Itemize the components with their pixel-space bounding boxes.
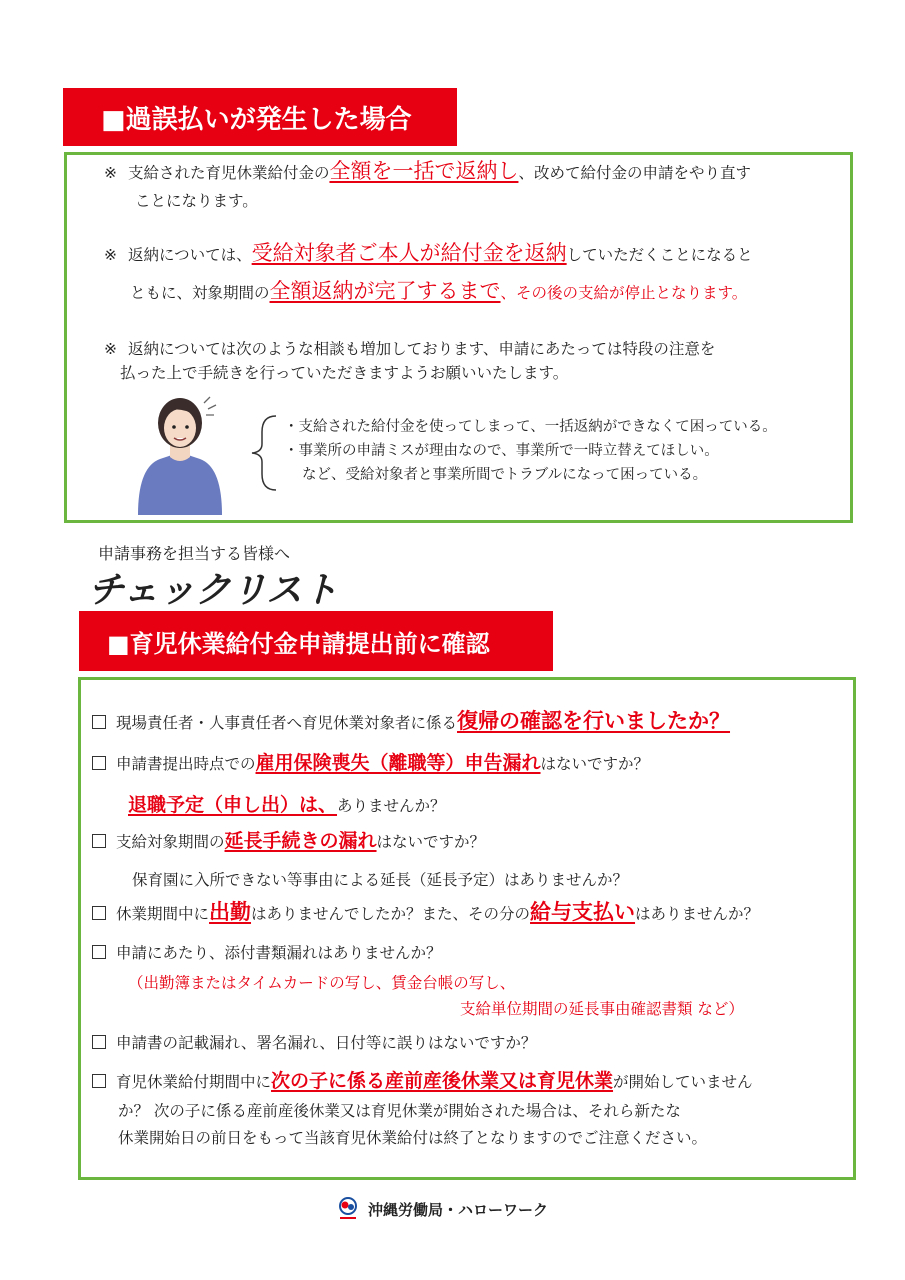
highlight: 出勤	[209, 900, 252, 924]
check-item-2-sub: 退職予定（申し出）は、ありませんか？	[128, 794, 446, 816]
highlight-recipient-refund: 受給対象者ご本人が給付金を返納	[251, 241, 567, 265]
highlight: 復帰の確認を行いましたか？	[457, 709, 731, 733]
highlight-full-refund: 全額を一括で返納し	[329, 159, 519, 183]
highlight: 給与支払い	[530, 900, 636, 924]
check-item-5-sub-1: （出勤簿またはタイムカードの写し、賃金台帳の写し、	[128, 974, 516, 992]
intro-text: 申請事務を担当する皆様へ	[98, 544, 291, 563]
check-item-5: 申請にあたり、添付書類漏れはありませんか？	[92, 942, 442, 964]
hellowork-logo-icon	[336, 1196, 360, 1222]
note-3-line-1: ※ 返納については次のような相談も増加しております、申請にあたっては特段の注意を	[104, 340, 716, 358]
section-title: ■育児休業給付金申請提出前に確認	[107, 629, 490, 658]
checkbox[interactable]	[92, 834, 106, 848]
consult-bullet-2: ・事業所の申請ミスが理由なので、事業所で一時立替えてほしい。	[284, 443, 719, 459]
woman-illustration	[130, 385, 230, 515]
check-item-5-sub-2: 支給単位期間の延長事由確認書類 など）	[460, 1000, 744, 1018]
note-3-line-2: 払った上で手続きを行っていただきますようお願いいたします。	[120, 364, 569, 382]
check-item-4: 休業期間中に出勤はありませんでしたか？また、その分の給与支払いはありませんか？	[92, 901, 759, 925]
highlight-refund-complete: 全額返納が完了するまで	[269, 279, 501, 303]
highlight: 退職予定（申し出）は、	[128, 794, 338, 816]
checkbox[interactable]	[92, 1074, 106, 1088]
highlight: 雇用保険喪失（離職等）申告漏れ	[255, 752, 541, 774]
check-item-7-line-2: か？ 次の子に係る産前産後休業又は育児休業が開始された場合は、それら新たな	[118, 1102, 681, 1120]
note-1-line-1: ※ 支給された育児休業給付金の全額を一括で返納し、改めて給付金の申請をやり直す	[104, 159, 751, 183]
checkbox[interactable]	[92, 715, 106, 729]
note-1-line-2: ことになります。	[135, 192, 258, 210]
highlight: 次の子に係る産前産後休業又は育児休業	[271, 1070, 614, 1092]
note-2-line-1: ※ 返納については、受給対象者ご本人が給付金を返納していただくことになると	[104, 241, 753, 265]
consult-bullet-1: ・支給された給付金を使ってしまって、一括返納ができなくて困っている。	[284, 419, 777, 435]
brace-icon	[248, 412, 280, 494]
highlight: 延長手続きの漏れ	[224, 830, 377, 852]
check-item-2: 申請書提出時点での雇用保険喪失（離職等）申告漏れはないですか？	[92, 752, 649, 775]
section-title: ■過誤払いが発生した場合	[101, 104, 412, 135]
consult-bullet-tail: など、受給対象者と事業所間でトラブルになって困っている。	[302, 467, 708, 483]
section-header-overpayment	[63, 88, 457, 146]
checkbox[interactable]	[92, 945, 106, 959]
note-2-line-2: ともに、対象期間の全額返納が完了するまで、その後の支給が停止となります。	[130, 279, 748, 303]
footer-text: 沖縄労働局・ハローワーク	[368, 1200, 549, 1219]
check-item-3: 支給対象期間の延長手続きの漏れはないですか？	[92, 830, 485, 853]
check-item-3-sub: 保育園に入所できない等事由による延長（延長予定）はありませんか？	[132, 871, 629, 889]
checklist-title: チェックリスト	[88, 569, 339, 611]
checkbox[interactable]	[92, 756, 106, 770]
footer	[336, 1196, 548, 1222]
check-item-7-line-3: 休業開始日の前日をもって当該育児休業給付は終了となりますのでご注意ください。	[118, 1129, 708, 1147]
section-header-checklist	[79, 611, 553, 671]
check-item-6: 申請書の記載漏れ、署名漏れ、日付等に誤りはないですか？	[92, 1032, 536, 1054]
check-item-7: 育児休業給付期間中に次の子に係る産前産後休業又は育児休業が開始していません	[92, 1070, 753, 1093]
checkbox[interactable]	[92, 906, 106, 920]
checkbox[interactable]	[92, 1035, 106, 1049]
check-item-1: 現場責任者・人事責任者へ育児休業対象者に係る復帰の確認を行いましたか？	[92, 710, 730, 734]
